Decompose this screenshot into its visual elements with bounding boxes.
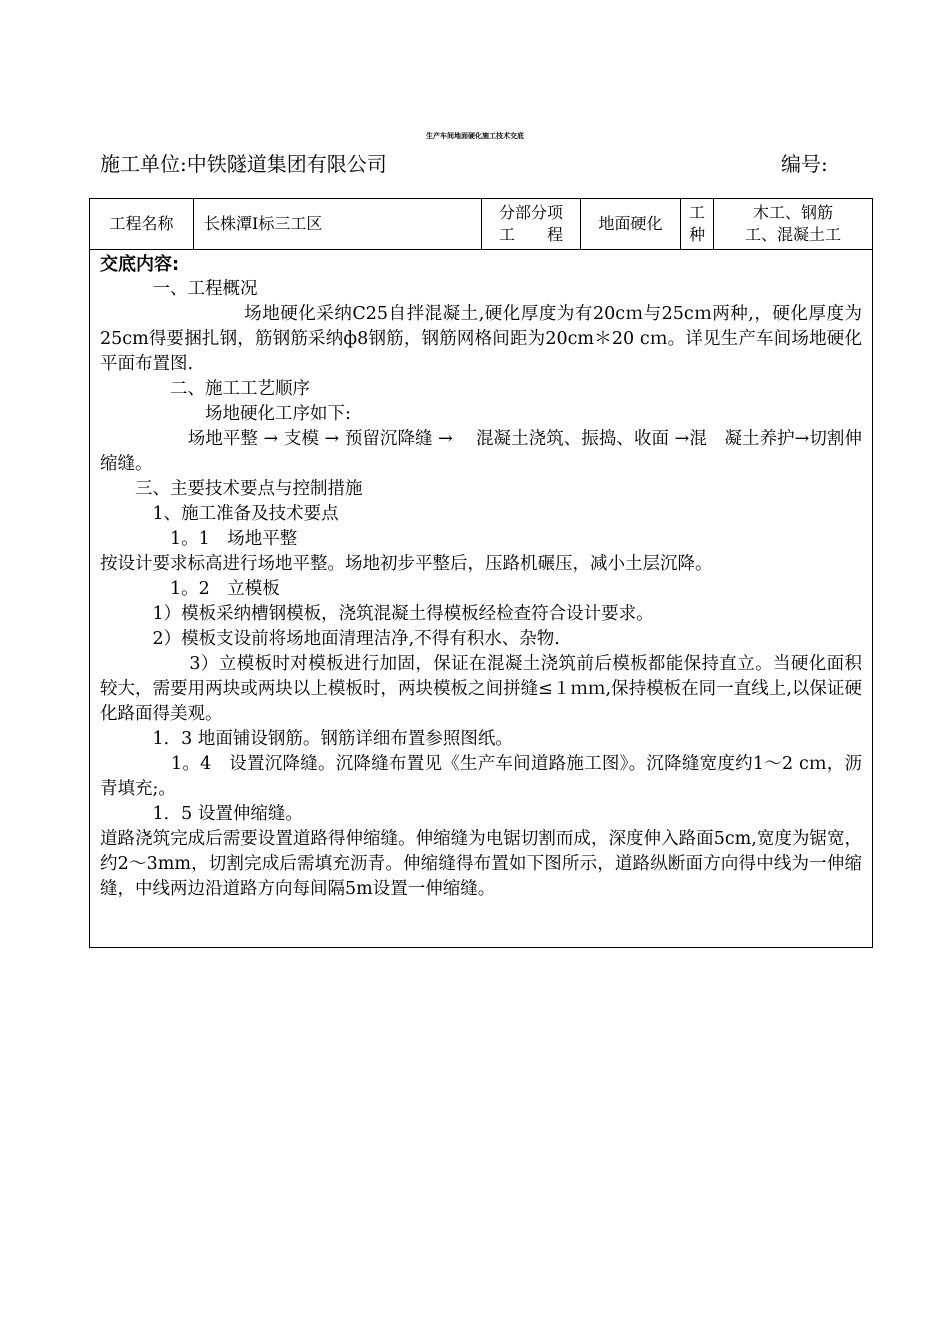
item-settlement-joint: 1。4 设置沉降缝。沉降缝布置见《生产车间道路施工图》。沉降缝宽度约1～2 cｍ，沥青填充;。	[100, 754, 862, 799]
section-key-points-heading: 三、主要技术要点与控制措施	[100, 479, 363, 499]
content-heading: 交底内容:	[100, 254, 180, 275]
trade-label	[681, 199, 713, 249]
project-name-value: 长株潭Ⅰ标三工区	[204, 214, 323, 233]
overview-paragraph: 场地硬化采纳C25自拌混凝土,硬化厚度为有20cｍ与25cｍ两种,，硬化厚度为25cm得要捆扎钢，筋钢筋采纳ф8钢筋，钢筋网格间距为20cm＊20 cｍ。详见生产车间场地硬化平面布置图.	[100, 304, 862, 374]
construction-unit: 施工单位:中铁隧道集团有限公司	[100, 152, 387, 176]
trade-label-line2: 种	[688, 225, 705, 244]
item-rebar: 1．3 地面铺设钢筋。钢筋详细布置参照图纸。	[100, 729, 513, 749]
process-intro: 场地硬化工序如下:	[100, 404, 351, 424]
item-expansion-joint-title: 1．5 设置伸缩缝。	[100, 804, 303, 824]
disclosure-content	[100, 252, 862, 902]
subsection-preparation: 1、施工准备及技术要点	[100, 504, 339, 524]
subitem-label-line2: 工 程	[498, 225, 563, 244]
trade-value-line2: 工、混凝土工	[744, 225, 841, 244]
trade-value-line1: 木工、钢筋	[752, 203, 833, 222]
document-title: 生产车间地面硬化施工技术交底	[426, 132, 524, 140]
formwork-point-2: 2）模板支设前将场地面清理洁净,不得有积水、杂物.	[100, 629, 560, 649]
section-overview-heading: 一、工程概况	[100, 279, 258, 299]
section-process-heading: 二、施工工艺顺序	[100, 379, 310, 399]
project-name-label: 工程名称	[109, 214, 174, 233]
subitem-value: 地面硬化	[598, 214, 663, 233]
subitem-label-line1: 分部分项	[498, 203, 563, 222]
item-site-leveling-text: 按设计要求标高进行场地平整。场地初步平整后，压路机碾压，减小土层沉降。	[100, 554, 713, 574]
trade-label-line1: 工	[688, 203, 705, 222]
formwork-point-3: 3）立模板时对模板进行加固，保证在混凝土浇筑前后模板都能保持直立。当硬化面积较大，需要用两块或两块以上模板时，两块模板之间拼缝≤１ｍｍ,保持模板在同一直线上,以保证硬化路面得美观。	[100, 654, 862, 724]
process-sequence: 场地平整 → 支模 → 预留沉降缝 → 混凝土浇筑、振捣、收面 →混 凝土养护→切割伸缩缝。	[100, 429, 862, 474]
document-number-label: 编号:	[781, 152, 828, 176]
table-divider	[90, 249, 872, 250]
item-site-leveling-title: 1。1 场地平整	[100, 529, 298, 549]
item-formwork-title: 1。2 立模板	[100, 579, 280, 599]
disclosure-table	[89, 198, 873, 948]
formwork-point-1: 1）模板采纳槽钢模板，浇筑混凝土得模板经检查符合设计要求。	[100, 604, 654, 624]
trade-value	[714, 199, 872, 249]
subitem-label	[482, 199, 580, 249]
item-expansion-joint-text: 道路浇筑完成后需要设置道路得伸缩缝。伸缩缝为电锯切割而成，深度伸入路面5cm,宽度为锯宽，约2～3mm，切割完成后需填充沥青。伸缩缝得布置如下图所示，道路纵断面方向得中线为一伸缩缝，中线两边沿道路方向每间隔5m设置一伸缩缝。	[100, 829, 862, 899]
